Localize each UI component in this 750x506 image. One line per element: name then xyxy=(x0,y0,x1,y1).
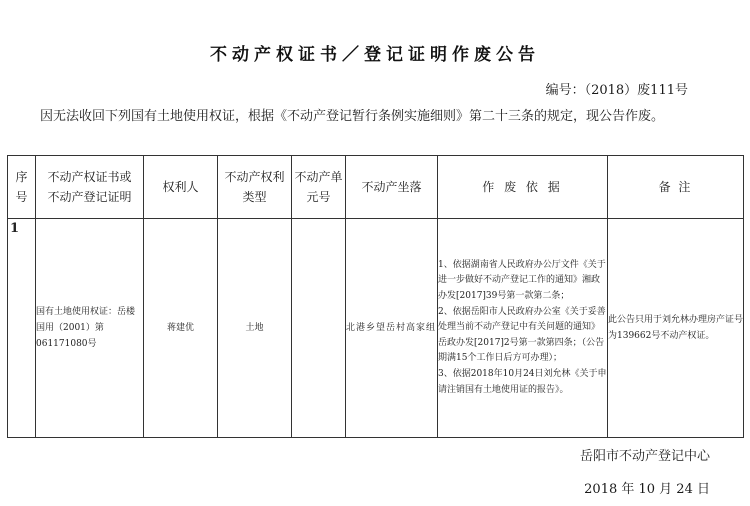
row-basis xyxy=(438,219,608,438)
row-seq-cell xyxy=(8,219,36,438)
document-number-label: 编号： xyxy=(545,83,585,98)
row-right-holder: 蒋建优 xyxy=(144,219,218,438)
header-right-type-line-1: 不动产权利 xyxy=(224,170,285,184)
basis-item-2: 2、依据岳阳市人民政府办公室《关于妥善处理当前不动产登记中有关问题的通知》岳政办发[2017]2号第一款第四条；（公告期满15个工作日后方可办理）； xyxy=(438,306,606,364)
header-certificate xyxy=(36,156,144,219)
basis-item-1: 1、依据湖南省人民政府办公厅文件《关于进一步做好不动产登记工作的通知》湘政办发[2017]39号第一款第二条； xyxy=(438,259,606,302)
header-basis: 作 废 依 据 xyxy=(438,156,608,219)
notice-intro: 因无法收回下列国有土地使用权证，根据《不动产登记暂行条例实施细则》第二十三条的规定，现公告作废。 xyxy=(40,109,665,124)
notice-title: 不动产权证书／登记证明作废公告 xyxy=(210,45,540,65)
row-right-type: 土地 xyxy=(218,219,292,438)
header-seq-line-2: 号 xyxy=(15,190,28,204)
header-seq-line-1: 序 xyxy=(15,170,28,184)
header-unit-number xyxy=(292,156,346,219)
row-location: 北港乡望岳村高家组 xyxy=(346,219,438,438)
header-certificate-line-2: 不动产登记证明 xyxy=(47,190,132,204)
header-location: 不动产坐落 xyxy=(346,156,438,219)
row-seq: 1 xyxy=(10,221,20,236)
table-row xyxy=(8,219,744,438)
header-right-holder: 权利人 xyxy=(144,156,218,219)
document-number xyxy=(546,79,688,98)
header-right-type xyxy=(218,156,292,219)
header-right-type-line-2: 类型 xyxy=(242,190,267,204)
document-number-value: （2018）废111号 xyxy=(584,83,688,98)
issue-date: 2018 年 10 月 24 日 xyxy=(584,482,710,497)
header-remark: 备 注 xyxy=(608,156,744,219)
row-certificate: 国有土地使用权证：岳楼国用（2001）第061171080号 xyxy=(36,219,144,438)
table-header-row xyxy=(8,156,744,219)
header-unit-number-line-2: 元号 xyxy=(306,190,331,204)
issuing-organization: 岳阳市不动产登记中心 xyxy=(579,449,710,464)
header-seq xyxy=(8,156,36,219)
void-certificate-table xyxy=(7,155,744,438)
row-unit-number xyxy=(292,219,346,438)
row-remark: 此公告只用于刘允林办理房产证号为139662号不动产权证。 xyxy=(608,219,744,438)
header-certificate-line-1: 不动产权证书或 xyxy=(47,170,132,184)
basis-item-3: 3、依据2018年10月24日刘允林《关于申请注销国有土地使用证的报告》。 xyxy=(438,368,607,395)
header-unit-number-line-1: 不动产单 xyxy=(294,170,343,184)
